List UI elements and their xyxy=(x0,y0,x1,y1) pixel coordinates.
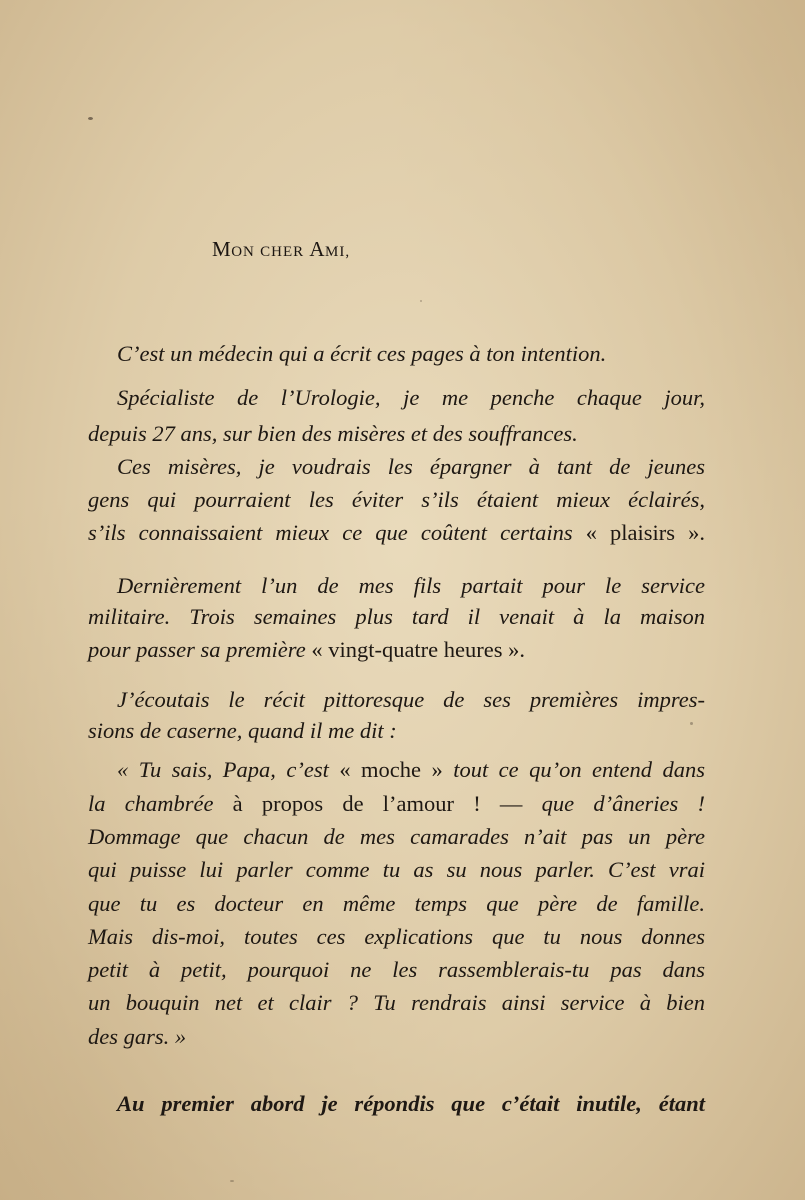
paper-speck xyxy=(420,300,422,302)
salutation-initial-1: M xyxy=(212,237,232,261)
text-line: depuis 27 ans, sur bien des misères et des souffrances. xyxy=(88,421,578,446)
text-line: Dernièrement l’un de mes fils partait pour le service xyxy=(117,573,705,598)
text-line: militaire. Trois semaines plus tard il venait à la maison xyxy=(88,604,705,629)
text-line: des gars. » xyxy=(88,1024,187,1049)
text-line: gens qui pourraient les éviter s’ils étaient mieux éclairés, xyxy=(88,487,705,512)
text-line: un bouquin net et clair ? Tu rendrais ainsi service à bien xyxy=(88,990,705,1015)
text-line: Ces misères, je voudrais les épargner à tant de jeunes xyxy=(117,454,705,479)
paper-speck xyxy=(690,722,693,725)
text-line: sions de caserne, quand il me dit : xyxy=(88,718,397,743)
text-line: Spécialiste de l’Urologie, je me penche chaque jour, xyxy=(117,385,705,410)
text-segment: « Tu sais, Papa, c’est xyxy=(117,757,329,782)
text-line xyxy=(88,791,705,817)
text-segment-roman: « vingt-quatre heures ». xyxy=(311,637,526,662)
text-line xyxy=(117,757,705,783)
paper-speck xyxy=(88,117,93,120)
text-line xyxy=(88,520,705,546)
paper-speck xyxy=(230,1180,234,1182)
text-segment-roman: à propos de l’amour ! — xyxy=(232,791,523,816)
salutation-word-1-rest: ON xyxy=(231,244,255,260)
salutation-word-3-rest: MI, xyxy=(325,244,351,260)
salutation-initial-3: A xyxy=(309,237,326,261)
text-line: petit à petit, pourquoi ne les rassemblerais-tu pas dans xyxy=(88,957,705,982)
text-line: Mais dis-moi, toutes ces explications que tu nous donnes xyxy=(88,924,705,949)
text-segment: tout ce qu’on entend dans xyxy=(453,757,706,782)
text-line: Au premier abord je répondis que c’était inutile, étant xyxy=(117,1091,705,1116)
text-segment: pour passer sa première xyxy=(88,637,306,662)
text-line: Dommage que chacun de mes camarades n’ait pas un père xyxy=(88,824,705,849)
text-line: J’écoutais le récit pittoresque de ses premières impres- xyxy=(117,687,705,712)
text-segment-roman: « plaisirs ». xyxy=(585,520,705,545)
text-line: C’est un médecin qui a écrit ces pages à ton intention. xyxy=(117,341,607,366)
text-segment: s’ils connaissaient mieux ce que coûtent certains xyxy=(88,520,573,545)
text-line xyxy=(88,637,525,663)
salutation xyxy=(212,237,350,262)
salutation-word-2: CHER xyxy=(260,244,305,260)
text-segment: que d’âneries ! xyxy=(541,791,706,816)
text-segment-roman: « moche » xyxy=(339,757,443,782)
text-line: qui puisse lui parler comme tu as su nous parler. C’est vrai xyxy=(88,857,705,882)
text-segment: la chambrée xyxy=(88,791,214,816)
text-line: que tu es docteur en même temps que père de famille. xyxy=(88,891,705,916)
